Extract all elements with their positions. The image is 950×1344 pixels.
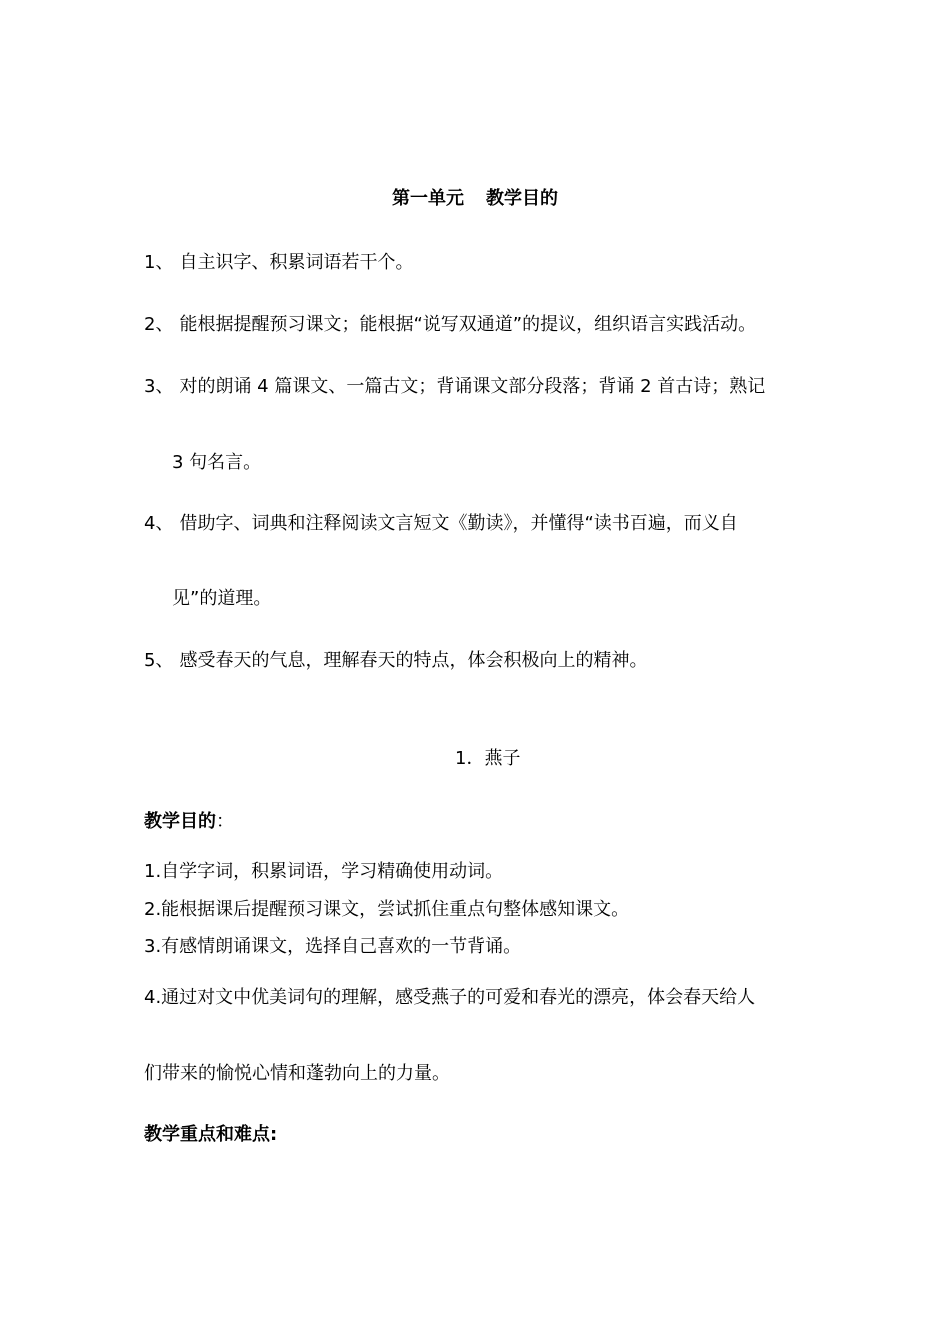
objectives-heading-text: 教学目的 — [144, 811, 216, 832]
unit-goal-text: 能根据提醒预习课文；能根据“说写双通道”的提议，组织语言实践活动。 — [179, 314, 757, 335]
lesson-title: 1．燕子 — [455, 748, 521, 769]
lesson-objective-4-continuation: 们带来的愉悦心情和蓬勃向上的力量。 — [144, 1063, 450, 1084]
unit-goal-text: 感受春天的气息，理解春天的特点，体会积极向上的精神。 — [179, 650, 648, 671]
unit-goal-3 — [144, 375, 765, 399]
unit-goal-5 — [144, 649, 647, 673]
unit-goal-3-continuation: 3 句名言。 — [172, 452, 262, 473]
lesson-objective-2: 2.能根据课后提醒预习课文，尝试抓住重点句整体感知课文。 — [144, 899, 630, 920]
unit-goal-number: 1、 — [144, 252, 174, 273]
lesson-objective-1: 1.自学字词，积累词语，学习精确使用动词。 — [144, 861, 504, 882]
objectives-heading — [144, 810, 234, 834]
unit-goal-number: 4、 — [144, 513, 174, 534]
lesson-objective-3: 3.有感情朗诵课文，选择自己喜欢的一节背诵。 — [144, 936, 522, 957]
unit-goal-4-continuation: 见”的道理。 — [172, 588, 272, 609]
unit-goal-2 — [144, 313, 756, 337]
unit-title-part2: 教学目的 — [486, 188, 558, 209]
unit-goal-1 — [144, 251, 413, 275]
lesson-objective-4: 4.通过对文中优美词句的理解，感受燕子的可爱和春光的漂亮，体会春天给人 — [144, 987, 756, 1008]
unit-goal-text: 自主识字、积累词语若干个。 — [179, 252, 414, 273]
unit-title — [0, 187, 950, 211]
unit-goal-number: 2、 — [144, 314, 174, 335]
objectives-heading-colon: ： — [216, 811, 234, 832]
unit-title-part1: 第一单元 — [392, 188, 464, 209]
unit-goal-4 — [144, 512, 738, 536]
unit-goal-text: 借助字、词典和注释阅读文言短文《勤读》，并懂得“读书百遍，而义自 — [179, 513, 738, 534]
unit-goal-text: 对的朗诵 4 篇课文、一篇古文；背诵课文部分段落；背诵 2 首古诗；熟记 — [179, 376, 766, 397]
unit-goal-number: 3、 — [144, 376, 174, 397]
unit-goal-number: 5、 — [144, 650, 174, 671]
key-points-heading: 教学重点和难点: — [144, 1124, 278, 1145]
